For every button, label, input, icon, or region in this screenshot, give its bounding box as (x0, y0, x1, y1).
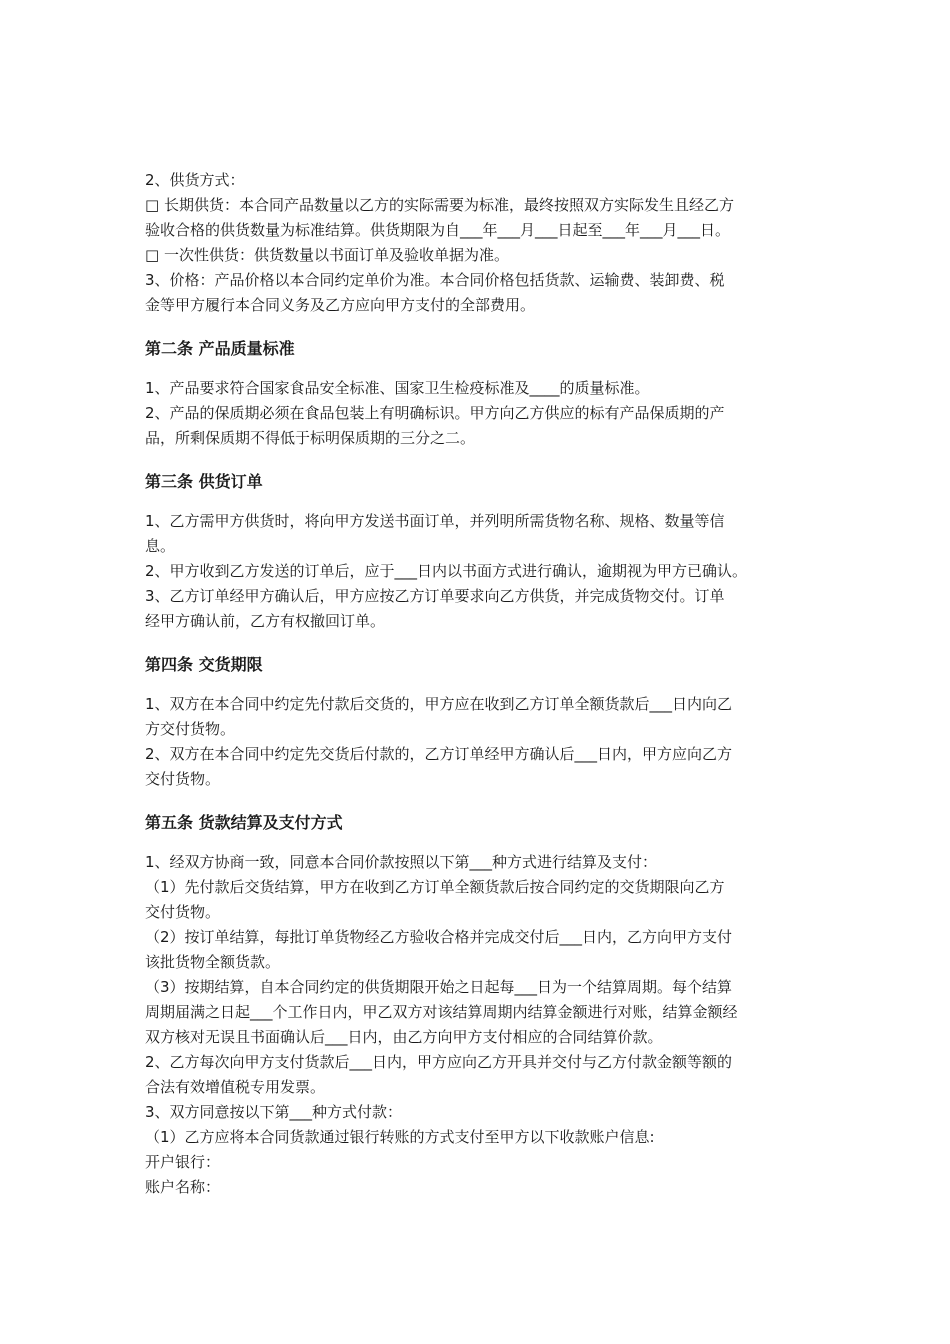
paragraph-line: 2、乙方每次向甲方支付货款后___日内，甲方应向乙方开具并交付与乙方付款金额等额的 (145, 1053, 733, 1071)
paragraph-line: 合法有效增值税专用发票。 (145, 1078, 326, 1096)
paragraph-line: 息。 (145, 537, 176, 555)
paragraph-line: 3、双方同意按以下第___种方式付款： (145, 1103, 403, 1121)
paragraph-line: 1、乙方需甲方供货时，将向甲方发送书面订单，并列明所需货物名称、规格、数量等信 (145, 512, 725, 530)
paragraph-line: □ 长期供货：本合同产品数量以乙方的实际需要为标准，最终按照双方实际发生且经乙方 (145, 196, 734, 214)
paragraph-line: （3）按期结算，自本合同约定的供货期限开始之日起每___日为一个结算周期。每个结算 (145, 978, 733, 996)
paragraph-line: 2、甲方收到乙方发送的订单后，应于___日内以书面方式进行确认，逾期视为甲方已确认。 (145, 562, 748, 580)
section-heading: 第二条 产品质量标准 (145, 339, 295, 358)
paragraph-line: 交付货物。 (145, 903, 221, 921)
paragraph-line: （1）先付款后交货结算，甲方在收到乙方订单全额货款后按合同约定的交货期限向乙方 (145, 878, 725, 896)
section-heading: 第五条 货款结算及支付方式 (145, 813, 343, 832)
bank-name-line: 开户银行： (145, 1153, 221, 1171)
section-payment-settlement (145, 810, 805, 1200)
paragraph-line: □ 一次性供货：供货数量以书面订单及验收单据为准。 (145, 246, 509, 264)
supply-terms-block (145, 168, 805, 318)
paragraph-line: 双方核对无误且书面确认后___日内，由乙方向甲方支付相应的合同结算价款。 (145, 1028, 663, 1046)
account-name-line: 账户名称： (145, 1178, 221, 1196)
paragraph-line: 周期届满之日起___个工作日内，甲乙双方对该结算周期内结算金额进行对账，结算金额经 (145, 1003, 738, 1021)
paragraph-line: 2、双方在本合同中约定先交货后付款的，乙方订单经甲方确认后___日内，甲方应向乙方 (145, 745, 733, 763)
section-heading: 第三条 供货订单 (145, 472, 263, 491)
paragraph-line: 3、价格：产品价格以本合同约定单价为准。本合同价格包括货款、运输费、装卸费、税 (145, 271, 725, 289)
contract-page (145, 168, 805, 1200)
paragraph-line: （1）乙方应将本合同货款通过银行转账的方式支付至甲方以下收款账户信息: (145, 1128, 655, 1146)
paragraph-line: 2、供货方式： (145, 171, 245, 189)
section-heading: 第四条 交货期限 (145, 655, 263, 674)
paragraph-line: 验收合格的供货数量为标准结算。供货期限为自___年___月___日起至___年___月___日。 (145, 221, 731, 239)
paragraph-line: 1、经双方协商一致，同意本合同价款按照以下第___种方式进行结算及支付： (145, 853, 658, 871)
paragraph-line: 1、产品要求符合国家食品安全标准、国家卫生检疫标准及____的质量标准。 (145, 379, 650, 397)
paragraph-line: 3、乙方订单经甲方确认后，甲方应按乙方订单要求向乙方供货，并完成货物交付。订单 (145, 587, 725, 605)
section-supply-order (145, 469, 805, 634)
section-delivery-period (145, 652, 805, 792)
paragraph-line: 经甲方确认前，乙方有权撤回订单。 (145, 612, 386, 630)
paragraph-line: 品，所剩保质期不得低于标明保质期的三分之二。 (145, 429, 476, 447)
paragraph-line: 交付货物。 (145, 770, 221, 788)
paragraph-line: 1、双方在本合同中约定先付款后交货的，甲方应在收到乙方订单全额货款后___日内向乙 (145, 695, 733, 713)
paragraph-line: 金等甲方履行本合同义务及乙方应向甲方支付的全部费用。 (145, 296, 536, 314)
paragraph-line: （2）按订单结算，每批订单货物经乙方验收合格并完成交付后___日内，乙方向甲方支付 (145, 928, 733, 946)
section-quality-standard (145, 336, 805, 451)
paragraph-line: 2、产品的保质期必须在食品包装上有明确标识。甲方向乙方供应的标有产品保质期的产 (145, 404, 725, 422)
paragraph-line: 方交付货物。 (145, 720, 236, 738)
paragraph-line: 该批货物全额货款。 (145, 953, 281, 971)
